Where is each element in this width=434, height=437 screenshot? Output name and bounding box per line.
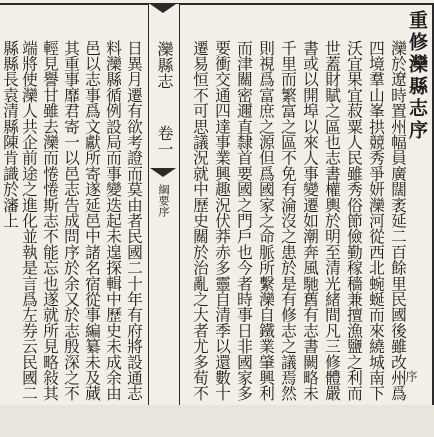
text-column-6: 千里而繁富之區不免有淪沒之患於是有修志之議焉然 — [279, 40, 298, 402]
text-column-10: 遷易恒不可思議況就中歷史關於治亂之大者尤多荀不 — [191, 40, 210, 402]
text-column-13: 邑以志事爲文獻所寄遂延邑中諸名宿從事編纂未及蕆 — [83, 40, 102, 402]
text-column-3: 沃宜果宜菽粟人民雖秀俗節儉勤稼穡兼擅漁鹽之利而 — [345, 40, 364, 402]
gutter-book-title: 灤縣志 — [155, 41, 174, 89]
text-column-1: 灤於遼時置州幅員廣闊袤延二百餘里民國後雖改州爲 — [389, 40, 408, 402]
fish-tail-mark-top — [150, 4, 176, 14]
text-column-14: 其重事靡君寄一以邑志告成問序於余又於志殷深之不 — [62, 40, 81, 402]
frame-top-rule — [0, 3, 434, 5]
text-column-15: 輕見譽甘雖去灤而惓惓斯志不能忘也遂就所見略敍其 — [41, 40, 60, 402]
text-column-11: 日異月遷有欲考證而莫由者民國二十年有府將設通志 — [125, 40, 144, 402]
text-column-2: 四境羣山峯拱競秀爭妍灤河從西北蜿蜒而來繞城南下 — [367, 40, 386, 402]
text-column-9: 要衝交通四達事業興趣況伏莽赤多靈自清季以還數十 — [213, 40, 232, 402]
text-column-7: 則視爲富庶之源但爲國家之命脈所繫灤自鐵業肇興利 — [257, 40, 276, 402]
gutter-volume: 卷一 — [155, 125, 174, 157]
text-column-5: 書或以開埠以來人事變遷如潮奔風馳舊有志書闕略未 — [301, 40, 320, 402]
text-column-16: 端將使灤人共企前途之進化並執是言爲左券云民國二 — [20, 40, 39, 402]
text-column-8: 而津關密邇直隸首要國之門戶也今者時事日非國家多 — [235, 40, 254, 402]
text-column-12: 料灤縣循例設局而事變迭起未遑探輯中歷史未成余由 — [104, 40, 123, 402]
fish-tail-mark-mid — [150, 168, 176, 178]
text-column-4: 世蓋財賦之區也志書權輿於明至清光緒間凡三修體嚴 — [323, 40, 342, 402]
page-footmark: 序 — [404, 370, 418, 382]
page-bottom-margin — [0, 405, 434, 437]
gutter-section: 綱要序 — [157, 184, 170, 217]
preface-title: 重修灤縣志序 — [406, 10, 428, 142]
text-column-17: 縣縣長袁清縣陳肯識於瀋上 — [1, 40, 20, 229]
